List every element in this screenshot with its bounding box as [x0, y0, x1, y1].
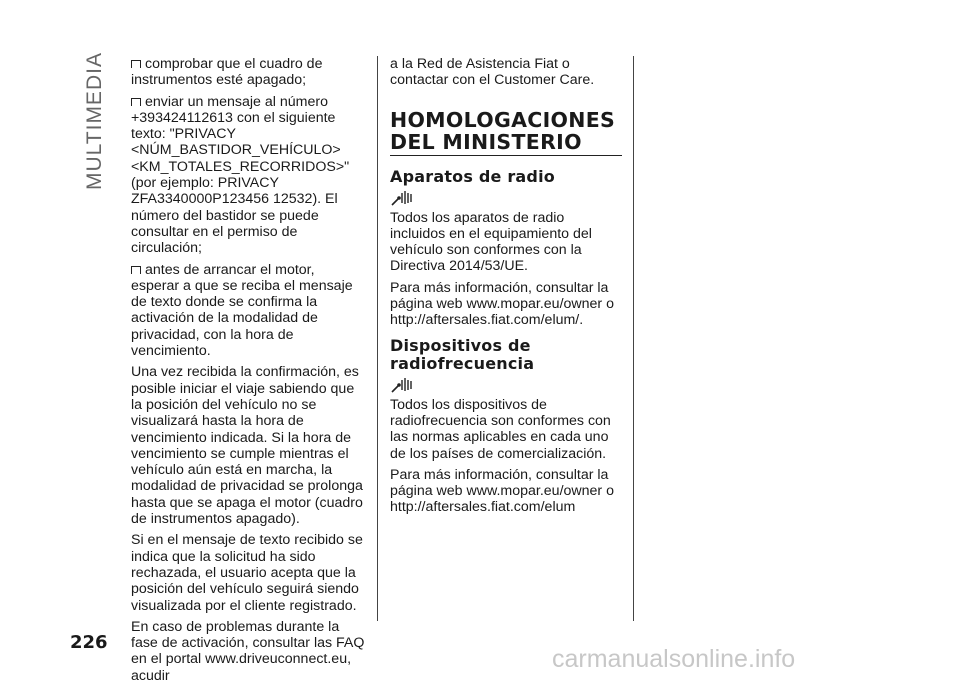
column-divider [633, 56, 634, 621]
paragraph: Todos los dispositivos de radiofrecuencia son conformes con las normas aplicables en cada uno de los países de comercialización. [390, 396, 611, 462]
bullet-box-icon [131, 266, 141, 274]
bullet-item: comprobar que el cuadro de instrumentos esté apagado; [131, 56, 323, 89]
bullet-item: enviar un mensaje al número +393424112613 con el siguiente texto: "PRIVACY <NÚM_BASTIDOR_VEHÍCULO> <KM_TOTALES_RECORRIDOS>" (por ejemplo: PRIVACY ZFA3340000P123456 12532). El número del bastidor se puede consultar en el permiso de circulación; [131, 93, 350, 257]
section-title: MULTIMEDIA [83, 52, 106, 190]
left-column [131, 56, 365, 689]
paragraph: Una vez recibida la confirmación, es posible iniciar el viaje sabiendo que la posición del vehículo no se visualizará hasta la hora de vencimiento indicada. Si la hora de vencimiento se cumple mientras el vehículo aún está en marcha, la modalidad de privacidad se prolonga hasta que se apaga el motor (cuadro de instrumentos apagado). [131, 364, 363, 528]
paragraph: Para más información, consultar la página web www.mopar.eu/owner o http://aftersales.fiat.com/elum/. [390, 279, 614, 329]
bullet-item: antes de arrancar el motor, esperar a que se reciba el mensaje de texto donde se confirma la activación de la modalidad de privacidad, con la hora de vencimiento. [131, 261, 353, 360]
watermark: carmanualsonline.info [552, 645, 796, 673]
paragraph: Si en el mensaje de texto recibido se indica que la solicitud ha sido rechazada, el usuario acepta que la posición del vehículo seguirá siendo visualizada por el cliente registrado. [131, 532, 363, 614]
paragraph: En caso de problemas durante la fase de activación, consultar las FAQ en el portal www.driveuconnect.eu, acudir [131, 618, 365, 684]
page-number: 226 [70, 632, 108, 653]
right-column [390, 56, 622, 521]
paragraph: a la Red de Asistencia Fiat o contactar con el Customer Care. [390, 56, 595, 89]
section-heading-radio: Aparatos de radio [390, 166, 555, 186]
section-heading-rf: Dispositivos de radiofrecuencia [390, 335, 535, 373]
bullet-box-icon [131, 98, 141, 106]
bullet-box-icon [131, 60, 141, 68]
radio-wave-icon [390, 375, 414, 395]
paragraph: Para más información, consultar la página web www.mopar.eu/owner o http://aftersales.fiat.com/elum [390, 466, 614, 516]
column-divider [377, 56, 378, 621]
radio-wave-icon [390, 188, 414, 208]
paragraph: Todos los aparatos de radio incluidos en el equipamiento del vehículo son conformes con la Directiva 2014/53/UE. [390, 209, 592, 275]
main-heading: HOMOLOGACIONES DEL MINISTERIO [390, 109, 622, 156]
